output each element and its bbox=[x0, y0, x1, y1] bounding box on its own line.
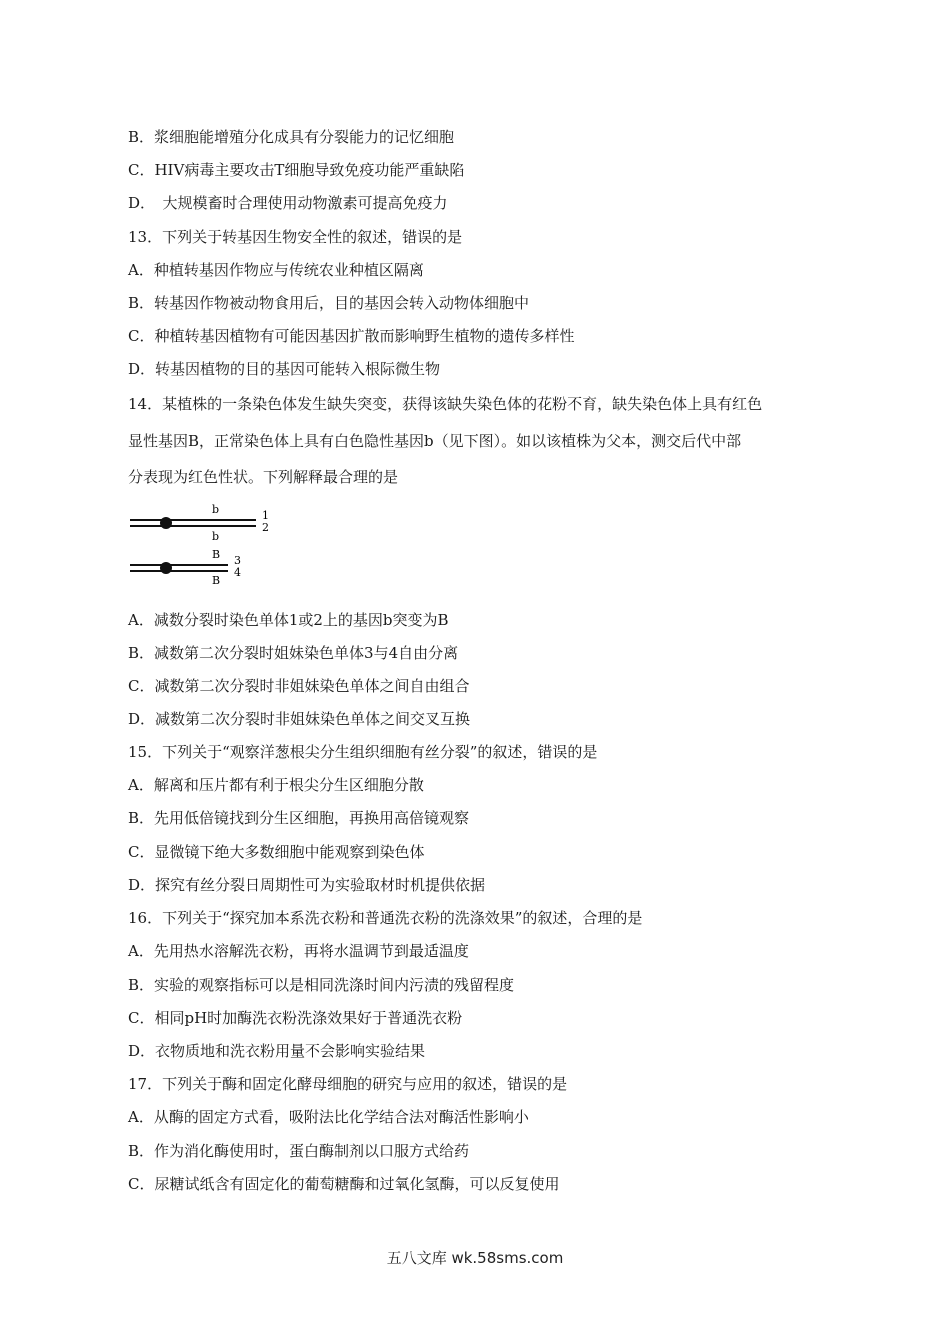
text-line: 显性基因B，正常染色体上具有白色隐性基因b（见下图）。如以该植株为父本，测交后代中部 bbox=[128, 432, 742, 450]
page-footer: 五八文库 wk.58sms.com bbox=[386, 1249, 564, 1267]
text-line: B．转基因作物被动物食用后，目的基因会转入动物体细胞中 bbox=[128, 294, 530, 312]
text-line: C．尿糖试纸含有固定化的葡萄糖酶和过氧化氢酶，可以反复使用 bbox=[128, 1175, 560, 1193]
text-line: C．显微镜下绝大多数细胞中能观察到染色体 bbox=[128, 843, 425, 861]
text-line: 13．下列关于转基因生物安全性的叙述，错误的是 bbox=[128, 228, 463, 246]
text-line: B．实验的观察指标可以是相同洗涤时间内污渍的残留程度 bbox=[128, 976, 515, 994]
gene-label: b bbox=[212, 530, 220, 543]
text-line: A．减数分裂时染色单体1或2上的基因b突变为B bbox=[128, 611, 449, 629]
text-line: 17．下列关于酶和固定化酵母细胞的研究与应用的叙述，错误的是 bbox=[128, 1075, 568, 1093]
text-line: B．作为消化酶使用时，蛋白酶制剂以口服方式给药 bbox=[128, 1142, 470, 1160]
text-line: D．减数第二次分裂时非姐妹染色单体之间交叉互换 bbox=[128, 710, 471, 728]
text-line: C．HIV病毒主要攻击T细胞导致免疫功能严重缺陷 bbox=[128, 161, 465, 179]
text-line: C．种植转基因植物有可能因基因扩散而影响野生植物的遗传多样性 bbox=[128, 327, 575, 345]
text-line: C．减数第二次分裂时非姐妹染色单体之间自由组合 bbox=[128, 677, 470, 695]
text-line: D． 大规模畜时合理使用动物激素可提高免疫力 bbox=[128, 194, 448, 212]
text-line: D．转基因植物的目的基因可能转入根际微生物 bbox=[128, 360, 441, 378]
text-line: 分表现为红色性状。下列解释最合理的是 bbox=[128, 468, 399, 486]
chromatid-number: 2 bbox=[262, 521, 269, 534]
text-line: B．先用低倍镜找到分生区细胞，再换用高倍镜观察 bbox=[128, 809, 470, 827]
centromere-bottom bbox=[160, 562, 172, 574]
text-line: A．从酶的固定方式看，吸附法比化学结合法对酶活性影响小 bbox=[128, 1108, 529, 1126]
text-line: 14．某植株的一条染色体发生缺失突变，获得该缺失染色体的花粉不育，缺失染色体上具有红色 bbox=[128, 395, 763, 413]
text-line: A．种植转基因作物应与传统农业种植区隔离 bbox=[128, 261, 424, 279]
gene-label: B bbox=[212, 548, 221, 561]
text-line: B．浆细胞能增殖分化成具有分裂能力的记忆细胞 bbox=[128, 128, 455, 146]
text-line: B．减数第二次分裂时姐妹染色单体3与4自由分离 bbox=[128, 644, 459, 662]
text-line: 15．下列关于“观察洋葱根尖分生组织细胞有丝分裂”的叙述，错误的是 bbox=[128, 743, 598, 761]
text-line: C．相同pH时加酶洗衣粉洗涤效果好于普通洗衣粉 bbox=[128, 1009, 463, 1027]
centromere-top bbox=[160, 517, 172, 529]
chromosome-diagram bbox=[128, 500, 288, 588]
chromatid-number: 1 bbox=[262, 509, 269, 522]
text-line: D．衣物质地和洗衣粉用量不会影响实验结果 bbox=[128, 1042, 426, 1060]
gene-label: b bbox=[212, 503, 220, 516]
gene-label: B bbox=[212, 574, 221, 587]
chromatid-number: 4 bbox=[234, 566, 241, 579]
text-line: D．探究有丝分裂日周期性可为实验取材时机提供依据 bbox=[128, 876, 486, 894]
text-line: 16．下列关于“探究加本系洗衣粉和普通洗衣粉的洗涤效果”的叙述，合理的是 bbox=[128, 909, 643, 927]
text-line: A．解离和压片都有利于根尖分生区细胞分散 bbox=[128, 776, 424, 794]
chromatid-number: 3 bbox=[234, 554, 241, 567]
text-line: A．先用热水溶解洗衣粉，再将水温调节到最适温度 bbox=[128, 942, 469, 960]
